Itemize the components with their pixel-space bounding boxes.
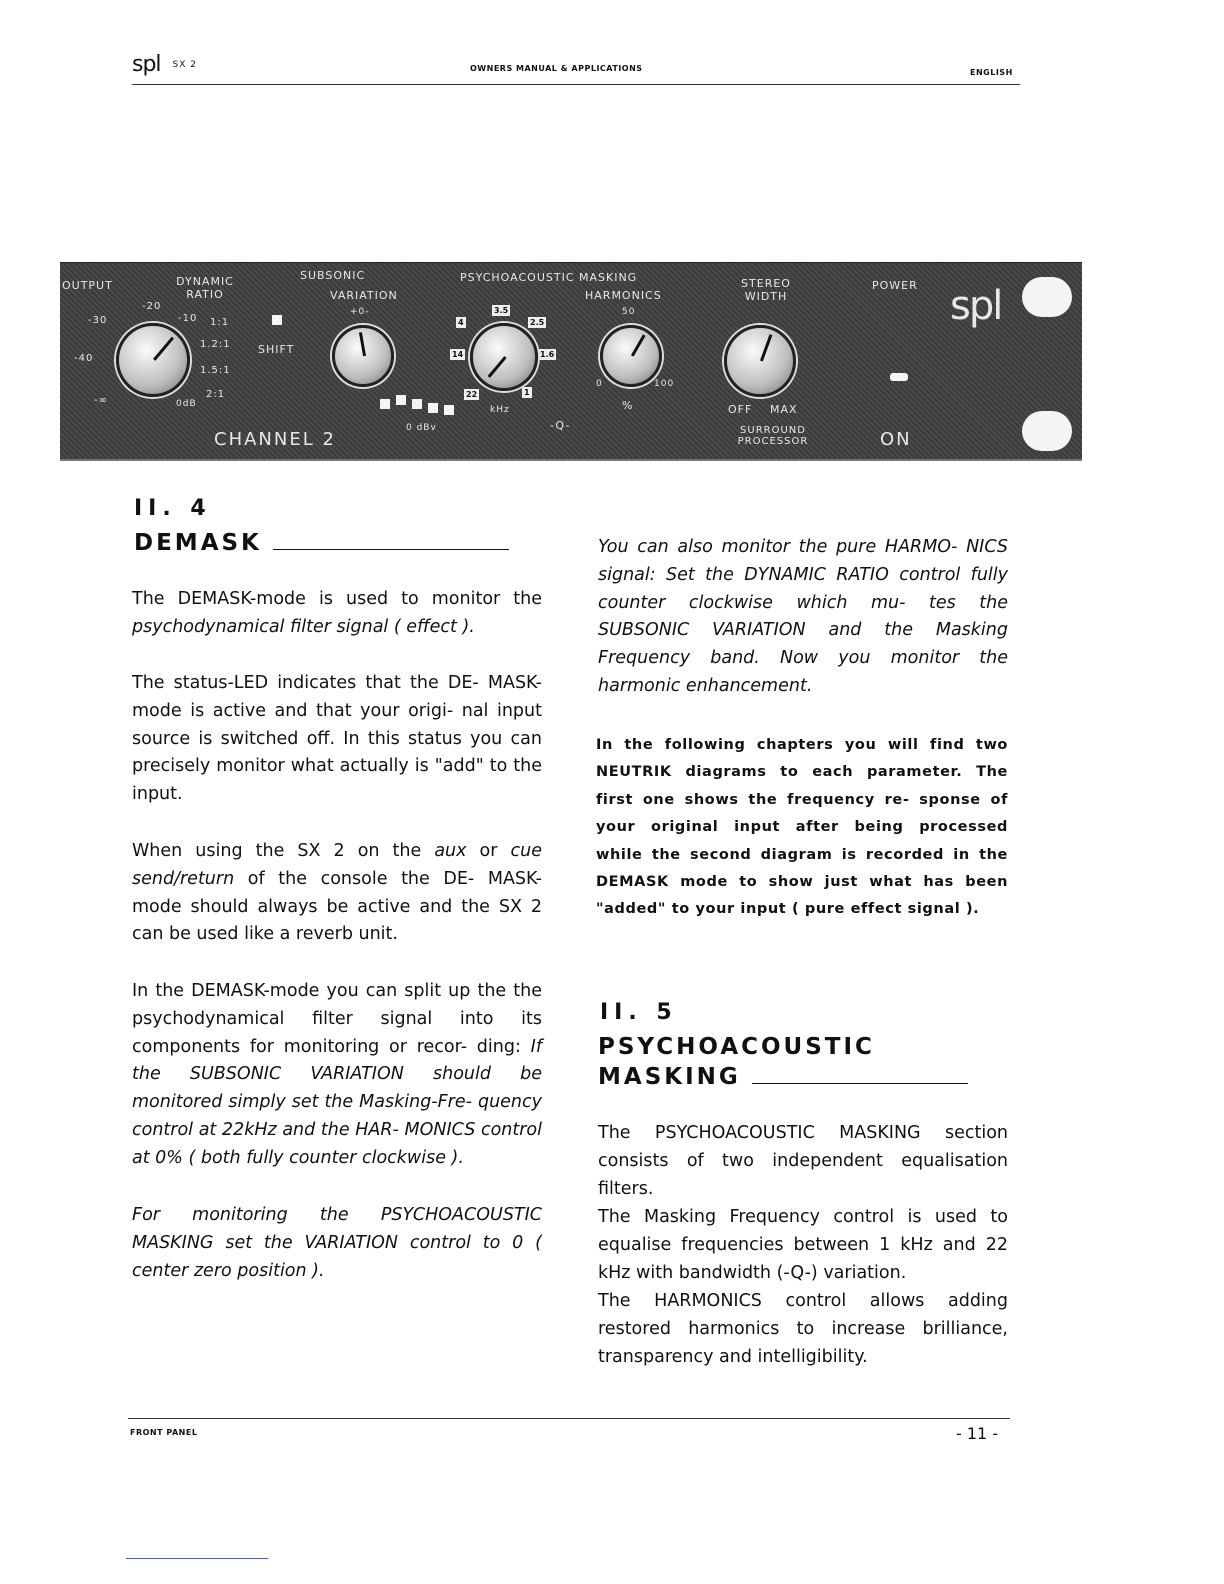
brand-logo — [132, 52, 197, 77]
freq-tag: 1 — [524, 388, 530, 397]
harmonics-tick: 0 — [596, 379, 603, 389]
ratio-tick: -30 — [88, 315, 108, 326]
panel-subsonic-label: SUBSONIC — [300, 269, 366, 282]
panel-off-label: OFF — [728, 403, 753, 416]
harmonics-knob[interactable] — [600, 325, 662, 387]
freq-tag: 22 — [466, 390, 478, 399]
psycho-para-2: The Masking Frequency control is used to equalise frequencies between 1 kHz and 22 kHz with bandwidth (-Q-) variation. — [598, 1207, 1008, 1283]
meter-led — [428, 403, 438, 413]
on-button[interactable] — [1022, 411, 1072, 451]
ratio-tick: 1:1 — [210, 317, 230, 328]
front-panel-image — [60, 262, 1082, 461]
freq-tag: 1.6 — [540, 350, 555, 359]
neutrik-para: In the following chapters you will find two NEUTRIK diagrams to each parameter. The first one shows the frequency re- sponse of your original input after being processed while the second diagram is recorded in the DEMASK mode to show just what has been "added" to your input ( pure effect signal ). — [596, 737, 1008, 918]
scan-mark-line — [126, 1558, 268, 1559]
panel-q-label: -Q- — [550, 419, 571, 432]
footer-label: FRONT PANEL — [130, 1428, 198, 1437]
demask-para-2: The status-LED indicates that the DE- MASK-mode is active and that your origi- nal input source is switched off. In this status you can precisely monitor what actually is "add" to the input. — [132, 673, 542, 805]
panel-surround-label: SURROUND PROCESSOR — [737, 425, 809, 447]
variation-knob[interactable] — [332, 325, 394, 387]
panel-output-label: OUTPUT — [62, 279, 113, 292]
power-button[interactable] — [1022, 277, 1072, 317]
freq-tag: 2.5 — [530, 318, 545, 327]
panel-dynamic-ratio-label: DYNAMIC RATIO — [176, 275, 234, 301]
section-title-line2: MASKING — [598, 1064, 741, 1090]
masking-frequency-knob[interactable] — [470, 323, 538, 391]
panel-harmonics-label: HARMONICS — [585, 289, 662, 302]
title-underline — [273, 549, 509, 550]
section-number-demask: II. 4 — [134, 496, 212, 521]
meter-led — [380, 399, 390, 409]
panel-power-label: POWER — [872, 279, 918, 292]
stereo-width-knob[interactable] — [724, 325, 796, 397]
psycho-para-1: The PSYCHOACOUSTIC MASKING section consists of two independent equalisation filters. — [598, 1123, 1008, 1199]
demask-para-4: In the DEMASK-mode you can split up the the psychodynamical filter signal into its components for monitoring or recor- ding: If the SUBSONIC VARIATION should be monitored simply set the Masking-Fre- quency control at 22kHz and the HAR- MONICS control at 0% ( both fully counter clockwise ). — [132, 981, 542, 1168]
panel-max-label: MAX — [770, 403, 798, 416]
model-name: SX 2 — [172, 60, 198, 70]
variation-tick: +0- — [350, 307, 370, 317]
panel-spl-logo: spl — [950, 283, 1002, 329]
meter-led — [444, 405, 454, 415]
ratio-tick: -40 — [74, 353, 94, 364]
footer-divider — [128, 1418, 1010, 1419]
language-label: ENGLISH — [970, 68, 1013, 77]
panel-stereo-width-label: STEREO WIDTH — [741, 277, 791, 303]
section-title-line2-wrap — [598, 1062, 968, 1092]
panel-variation-label: VARIATION — [330, 289, 398, 302]
section-title-psycho — [598, 1032, 968, 1092]
brand-name: spl — [132, 52, 161, 77]
panel-shift-label: SHIFT — [258, 343, 295, 356]
freq-tag: 14 — [452, 350, 464, 359]
demask-para-5: For monitoring the PSYCHOACOUSTIC MASKING set the VARIATION control to 0 ( center zero position ). — [132, 1205, 542, 1281]
ratio-tick: 2:1 — [206, 389, 226, 400]
freq-tag: 3.5 — [494, 306, 509, 315]
header-divider — [132, 84, 1020, 85]
panel-percent-label: % — [622, 399, 634, 412]
harmonics-tick: 100 — [654, 379, 675, 389]
shift-led — [272, 315, 282, 325]
demask-para-3: When using the SX 2 on the aux or cue send/return of the console the DE- MASK-mode should always be active and the SX 2 can be used like a reverb unit. — [132, 841, 542, 945]
panel-psychoacoustic-label: PSYCHOACOUSTIC MASKING — [460, 271, 638, 284]
title-underline — [752, 1083, 968, 1084]
ratio-tick: 1.5:1 — [200, 365, 231, 376]
psycho-para-3: The HARMONICS control allows adding restored harmonics to increase brilliance, transparency and intelligibility. — [598, 1291, 1008, 1367]
manual-title: OWNERS MANUAL & APPLICATIONS — [470, 64, 643, 73]
section-title-line1: PSYCHOACOUSTIC — [598, 1034, 875, 1060]
meter-led — [412, 399, 422, 409]
ratio-tick: -10 — [178, 313, 198, 324]
section-title-text: DEMASK — [134, 530, 262, 556]
status-led — [890, 373, 908, 381]
panel-zero-db-short: 0dB — [176, 399, 197, 409]
ratio-tick: -∞ — [94, 395, 108, 406]
panel-channel-label: CHANNEL 2 — [214, 429, 336, 450]
page-number: - 11 - — [956, 1424, 999, 1443]
section-number-psycho: II. 5 — [600, 1000, 678, 1025]
panel-khz-label: kHz — [490, 405, 510, 415]
panel-on-label: ON — [880, 429, 912, 450]
demask-para-1: The DEMASK-mode is used to monitor the psychodynamical filter signal ( effect ). — [132, 589, 542, 637]
panel-zero-dbv: 0 dBv — [406, 423, 437, 433]
freq-tag: 4 — [458, 318, 464, 327]
dynamic-ratio-knob[interactable] — [116, 323, 190, 397]
section-title-demask — [134, 528, 509, 558]
harmonics-monitor-para: You can also monitor the pure HARMO- NICS signal: Set the DYNAMIC RATIO control fully counter clockwise which mu- tes the SUBSONIC VARIATION and the Masking Frequency band. Now you monitor the harmonic enhancement. — [598, 537, 1008, 696]
harmonics-tick: 50 — [622, 307, 636, 317]
ratio-tick: 1.2:1 — [200, 339, 231, 350]
ratio-tick: -20 — [142, 301, 162, 312]
meter-led — [396, 395, 406, 405]
